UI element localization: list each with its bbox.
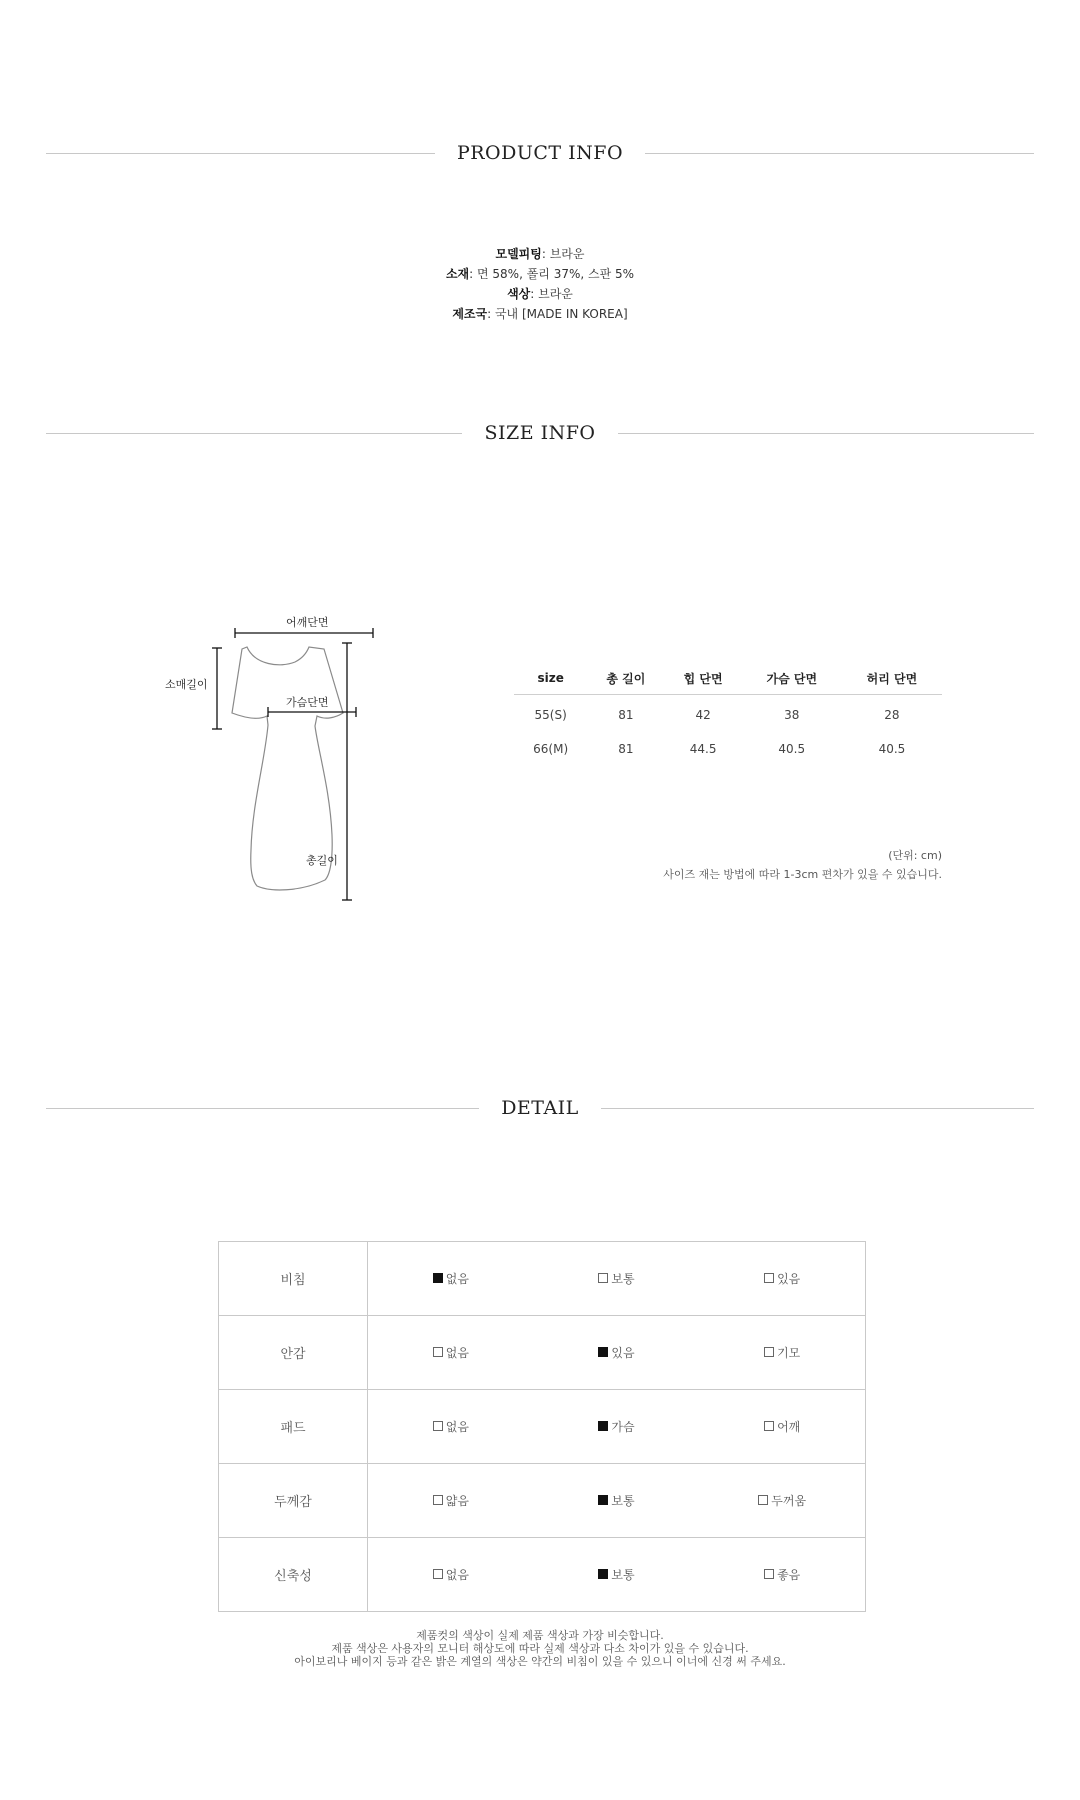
dress-outline: [160, 610, 410, 910]
unchecked-box-icon: [764, 1347, 774, 1357]
size-info-header: [46, 418, 1034, 448]
detail-option: [368, 1492, 534, 1509]
product-row-material: 소재: 면 58%, 폴리 37%, 스판 5%: [445, 267, 635, 281]
unchecked-box-icon: [758, 1495, 768, 1505]
size-table: [514, 666, 942, 766]
detail-option-label: 보통: [611, 1272, 635, 1286]
detail-row-label: 두께감: [219, 1464, 368, 1538]
detail-option: [534, 1566, 700, 1583]
detail-option-label: 얇음: [445, 1494, 469, 1508]
product-info-header: [46, 138, 1034, 168]
product-row-origin: 제조국: 국내 [MADE IN KOREA]: [452, 307, 628, 321]
shoulder-label: 어깨단면: [286, 616, 329, 629]
chest-label: 가슴단면: [286, 696, 329, 709]
cell: 81: [618, 742, 634, 756]
detail-option: [699, 1270, 865, 1287]
detail-row: [219, 1242, 866, 1316]
unchecked-box-icon: [764, 1421, 774, 1431]
detail-option-label: 보통: [611, 1568, 635, 1582]
cell: 42: [695, 708, 711, 722]
detail-option: [534, 1492, 700, 1509]
detail-option: [368, 1344, 534, 1361]
detail-option: [368, 1270, 534, 1287]
detail-row: [219, 1390, 866, 1464]
product-info-list: [0, 244, 1080, 324]
detail-row: [219, 1538, 866, 1612]
unchecked-box-icon: [764, 1273, 774, 1283]
detail-option-label: 보통: [611, 1494, 635, 1508]
size-table-header: [514, 666, 942, 695]
detail-option-label: 있음: [611, 1346, 635, 1360]
detail-option-label: 어깨: [777, 1420, 801, 1434]
unchecked-box-icon: [433, 1421, 443, 1431]
detail-option-label: 없음: [445, 1568, 469, 1582]
detail-option-label: 없음: [445, 1420, 469, 1434]
detail-row-options: [368, 1538, 866, 1612]
footer-notes: [0, 1629, 1080, 1668]
product-row-color: 색상: 브라운: [507, 287, 573, 301]
checked-box-icon: [598, 1347, 608, 1357]
detail-row: [219, 1464, 866, 1538]
detail-option: [534, 1418, 700, 1435]
header-waist: 허리 단면: [842, 666, 942, 695]
detail-option: [699, 1344, 865, 1361]
detail-option-label: 없음: [445, 1346, 469, 1360]
detail-header: [46, 1093, 1034, 1123]
header-total-length: 총 길이: [587, 666, 664, 695]
size-info-title: SIZE INFO: [46, 418, 1034, 448]
cell: 55(S): [534, 708, 567, 722]
detail-option-label: 가슴: [611, 1420, 635, 1434]
tolerance-note: 사이즈 재는 방법에 따라 1-3cm 편차가 있을 수 있습니다.: [663, 868, 942, 881]
header-size: size: [514, 666, 587, 695]
cell: 66(M): [533, 742, 569, 756]
detail-row-label: 신축성: [219, 1538, 368, 1612]
cell: 28: [884, 708, 900, 722]
detail-option: [534, 1344, 700, 1361]
detail-option: [368, 1566, 534, 1583]
header-chest: 가슴 단면: [742, 666, 842, 695]
checked-box-icon: [598, 1569, 608, 1579]
footer-note-1: 제품컷의 색상이 실제 제품 색상과 가장 비슷합니다.: [416, 1629, 664, 1642]
product-info-title: PRODUCT INFO: [46, 138, 1034, 168]
detail-row-options: [368, 1390, 866, 1464]
detail-option: [699, 1566, 865, 1583]
sleeve-label: 소매길이: [165, 678, 208, 691]
detail-row-options: [368, 1316, 866, 1390]
detail-option: [368, 1418, 534, 1435]
detail-option-label: 없음: [445, 1272, 469, 1286]
checked-box-icon: [433, 1273, 443, 1283]
cell: 38: [784, 708, 800, 722]
detail-option-label: 있음: [777, 1272, 801, 1286]
cell: 44.5: [689, 742, 717, 756]
detail-option: [534, 1270, 700, 1287]
detail-option: [699, 1492, 865, 1509]
cell: 81: [618, 708, 634, 722]
detail-option-label: 두꺼움: [771, 1494, 807, 1508]
length-label: 총길이: [306, 854, 338, 867]
detail-row: [219, 1316, 866, 1390]
detail-row-options: [368, 1464, 866, 1538]
header-hip: 힙 단면: [665, 666, 742, 695]
detail-row-label: 패드: [219, 1390, 368, 1464]
garment-diagram: [160, 610, 410, 910]
detail-title: DETAIL: [46, 1093, 1034, 1123]
footer-note-2: 제품 색상은 사용자의 모니터 해상도에 따라 실제 색상과 다소 차이가 있을 수 있습니다.: [331, 1642, 749, 1655]
detail-row-label: 비침: [219, 1242, 368, 1316]
cell: 40.5: [778, 742, 806, 756]
table-row: [514, 732, 942, 766]
detail-option-label: 좋음: [777, 1568, 801, 1582]
detail-option: [699, 1418, 865, 1435]
detail-table: [218, 1241, 866, 1612]
unchecked-box-icon: [764, 1569, 774, 1579]
checked-box-icon: [598, 1421, 608, 1431]
unchecked-box-icon: [433, 1495, 443, 1505]
detail-option-label: 기모: [777, 1346, 801, 1360]
size-notes: [560, 846, 942, 884]
detail-row-label: 안감: [219, 1316, 368, 1390]
unchecked-box-icon: [433, 1347, 443, 1357]
table-row: [514, 695, 942, 733]
cell: 40.5: [878, 742, 906, 756]
footer-note-3: 아이보리나 베이지 등과 같은 밝은 계열의 색상은 약간의 비침이 있을 수 있으니 이너에 신경 써 주세요.: [294, 1655, 786, 1668]
detail-row-options: [368, 1242, 866, 1316]
unchecked-box-icon: [433, 1569, 443, 1579]
unchecked-box-icon: [598, 1273, 608, 1283]
checked-box-icon: [598, 1495, 608, 1505]
unit-note: (단위: cm): [888, 849, 942, 862]
product-row-fit: 모델피팅: 브라운: [495, 247, 585, 261]
